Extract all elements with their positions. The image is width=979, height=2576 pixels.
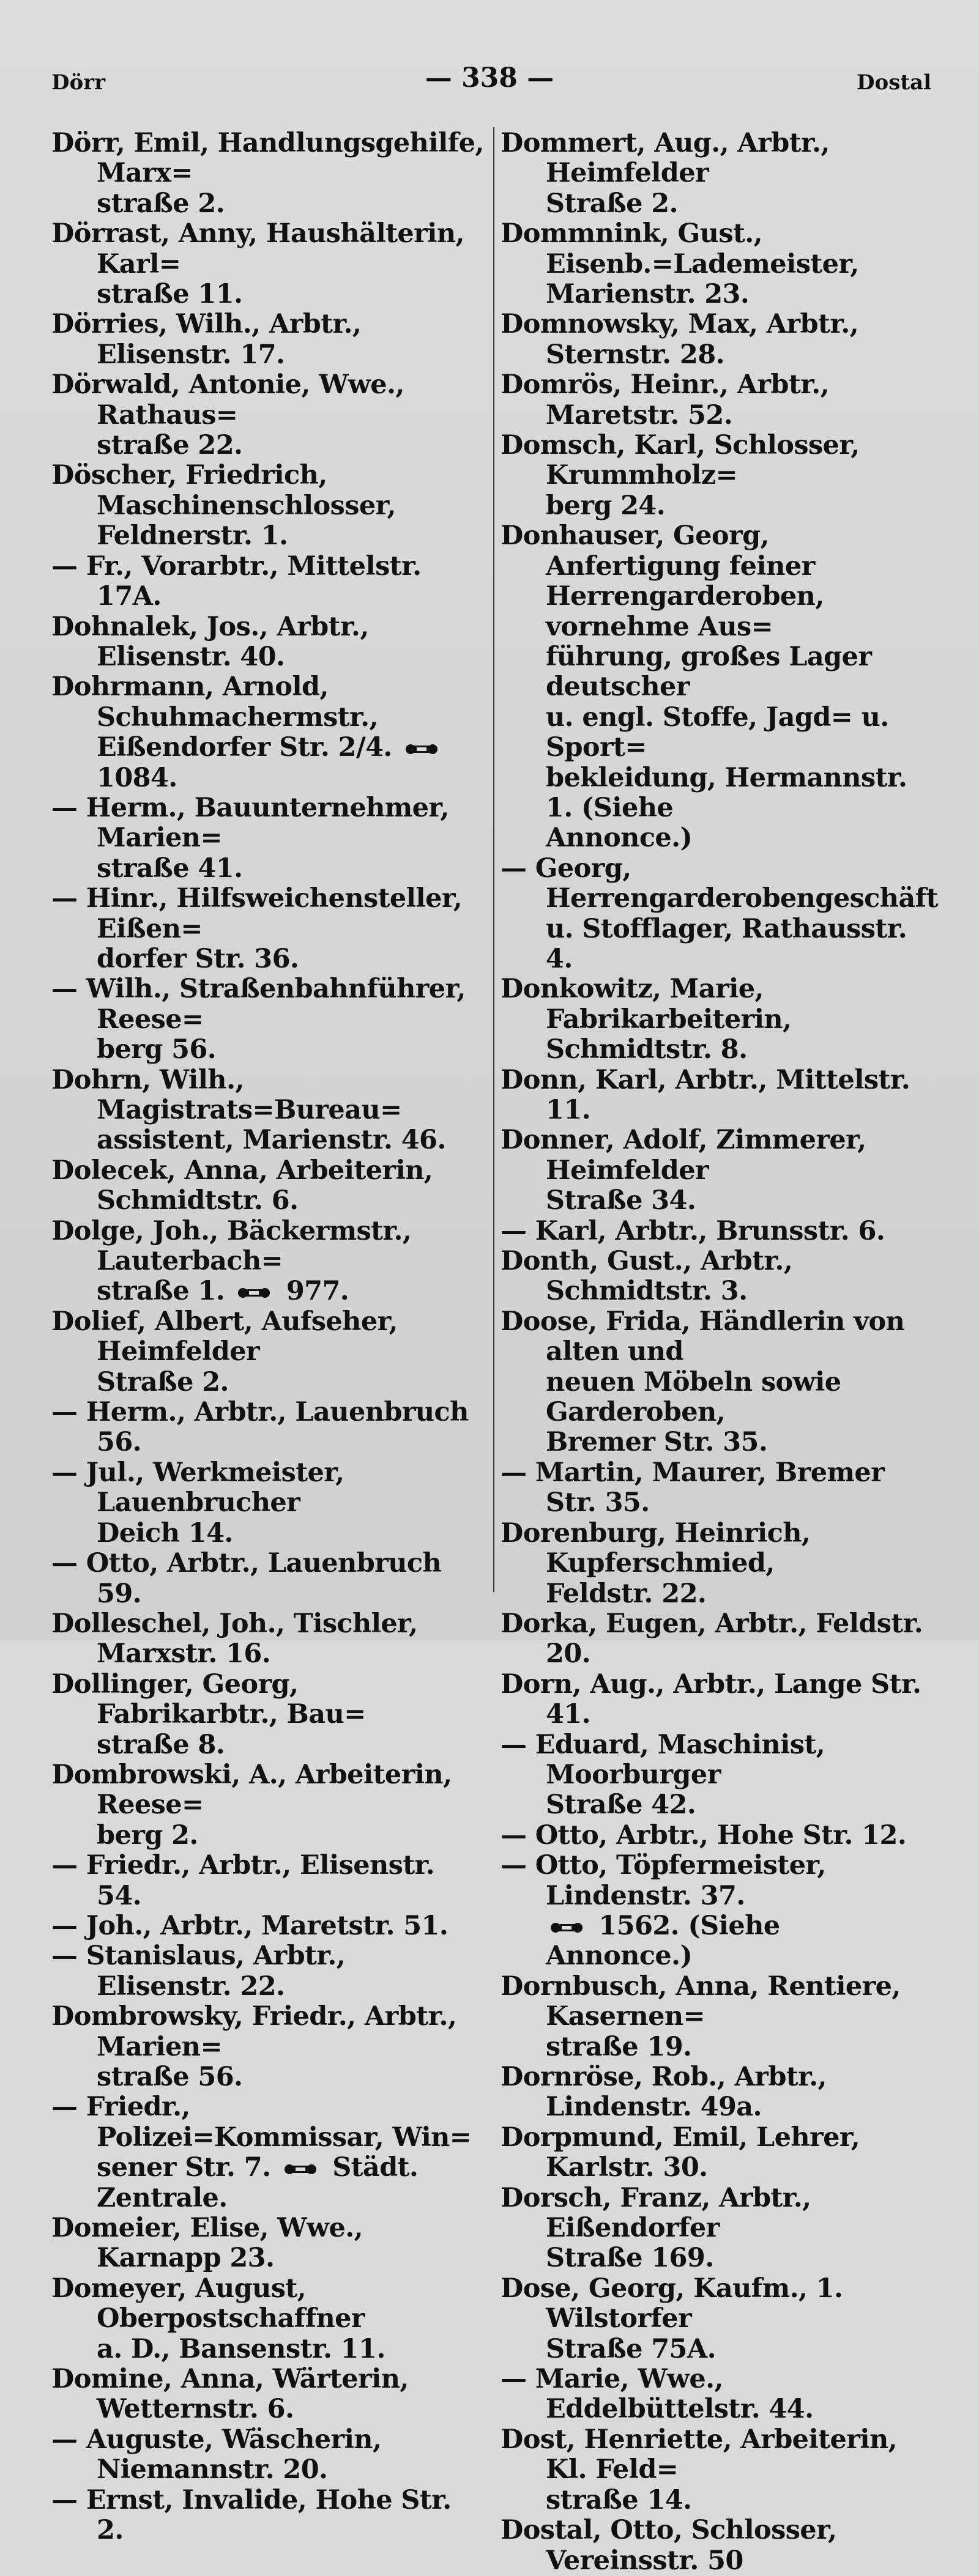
directory-entry xyxy=(501,1670,931,1730)
directory-entry xyxy=(51,552,486,612)
entry-line: Dose, Georg, Kaufm., 1. Wilstorfer xyxy=(501,2273,843,2334)
entry-line: Dornbusch, Anna, Rentiere, Kasernen= xyxy=(501,1971,901,2032)
directory-entry xyxy=(501,2062,931,2123)
directory-entry xyxy=(501,370,931,431)
entry-line: — Friedr., Polizei=Kommissar, Win= xyxy=(51,2092,472,2153)
entry-line: assistent, Marienstr. 46. xyxy=(97,1125,446,1156)
entry-line: straße 41. xyxy=(97,853,243,884)
left-column xyxy=(51,128,486,2546)
directory-entry xyxy=(501,853,938,975)
entry-line: Feldnerstr. 1. xyxy=(97,520,288,552)
telephone-icon xyxy=(283,2155,318,2174)
entry-line: — Otto, Töpfermeister, Lindenstr. 37. xyxy=(501,1850,826,1911)
directory-entry xyxy=(501,1972,931,2062)
entry-line: Domnowsky, Max, Arbtr., Sternstr. 28. xyxy=(501,309,859,370)
entry-line: — Otto, Arbtr., Hohe Str. 12. xyxy=(501,1819,907,1851)
entry-line: — Fr., Vorarbtr., Mittelstr. 17A. xyxy=(51,550,422,612)
entry-line: führung, großes Lager deutscher xyxy=(546,641,872,703)
entry-line: Dolecek, Anna, Arbeiterin, Schmidtstr. 6. xyxy=(51,1155,433,1216)
directory-entry xyxy=(501,2515,931,2576)
entry-line: a. D., Bansenstr. 11. xyxy=(97,2333,385,2364)
entry-line: straße 56. xyxy=(97,2062,243,2092)
directory-entry xyxy=(51,309,486,370)
entry-line: berg 2. xyxy=(97,1819,198,1851)
entry-line: — Joh., Arbtr., Maretstr. 51. xyxy=(51,1910,449,1941)
directory-entry xyxy=(501,2274,931,2364)
entry-line: Dohnalek, Jos., Arbtr., Elisenstr. 40. xyxy=(51,611,369,672)
entry-line: Dorpmund, Emil, Lehrer, Karlstr. 30. xyxy=(501,2122,860,2183)
directory-entry xyxy=(51,1397,486,1458)
entry-line: Dorenburg, Heinrich, Kupferschmied, xyxy=(501,1517,811,1579)
entry-line: Herrengarderoben, vornehme Aus= xyxy=(546,581,824,642)
directory-entry xyxy=(501,128,931,219)
entry-line: Donn, Karl, Arbtr., Mittelstr. 11. xyxy=(501,1064,910,1125)
directory-entry xyxy=(51,1670,486,1760)
entry-line: Dollinger, Georg, Fabrikarbtr., Bau= xyxy=(51,1668,366,1730)
telephone-icon xyxy=(549,1914,584,1932)
entry-line: Domsch, Karl, Schlosser, Krummholz= xyxy=(501,430,860,491)
entry-line: Dolge, Joh., Bäckermstr., Lauterbach= xyxy=(51,1215,412,1277)
entry-line: — Hinr., Hilfsweichensteller, Eißen= xyxy=(51,883,463,944)
directory-entry xyxy=(501,2425,931,2515)
entry-line: Annonce.) xyxy=(546,823,693,854)
entry-line: Feldstr. 22. xyxy=(546,1578,707,1609)
entry-line: — Otto, Arbtr., Lauenbruch 59. xyxy=(51,1548,442,1609)
running-head-right: Dostal xyxy=(857,70,931,95)
entry-line: — Ernst, Invalide, Hohe Str. 2. xyxy=(51,2484,452,2546)
entry-line: Dorsch, Franz, Arbtr., Eißendorfer xyxy=(501,2182,811,2244)
entry-line: Domrös, Heinr., Arbtr., Maretstr. 52. xyxy=(501,369,829,431)
entry-line: 1562. (Siehe Annonce.) xyxy=(546,1910,780,1972)
entry-line: straße 1. 977. xyxy=(97,1276,349,1307)
directory-entry xyxy=(51,2002,486,2092)
directory-entry xyxy=(51,461,486,551)
entry-line: straße 2. xyxy=(97,188,225,219)
entry-line: Dörwald, Antonie, Wwe., Rathaus= xyxy=(51,369,404,431)
entry-line: Dommnink, Gust., Eisenb.=Lademeister, xyxy=(501,218,859,279)
entry-line: Straße 2. xyxy=(546,188,678,219)
directory-entry xyxy=(501,1246,931,1307)
entry-line: Dommert, Aug., Arbtr., Heimfelder xyxy=(501,128,830,189)
entry-line: u. engl. Stoffe, Jagd= u. Sport= xyxy=(546,701,889,763)
directory-entry xyxy=(501,1458,931,1519)
entry-line: — Jul., Werkmeister, Lauenbrucher xyxy=(51,1457,344,1519)
entry-line: Bremer Str. 35. xyxy=(546,1427,768,1458)
entry-line: Döscher, Friedrich, Maschinenschlosser, xyxy=(51,460,396,521)
directory-entry xyxy=(51,1851,486,1911)
directory-entry xyxy=(51,2274,486,2364)
entry-line: — Herm., Arbtr., Lauenbruch 56. xyxy=(51,1397,469,1458)
directory-entry xyxy=(501,521,931,853)
entry-line: Schmidtstr. 8. xyxy=(546,1034,748,1065)
entry-line: Domine, Anna, Wärterin, Wetternstr. 6. xyxy=(51,2364,409,2425)
entry-line: — Herm., Bauunternehmer, Marien= xyxy=(51,792,449,854)
directory-entry xyxy=(51,370,486,461)
entry-line: Dohrmann, Arnold, Schuhmachermstr., xyxy=(51,672,378,733)
entry-line: u. Stofflager, Rathausstr. 4. xyxy=(546,913,907,974)
entry-line: — Georg, Herrengarderobengeschäft xyxy=(501,853,938,914)
entry-line: Deich 14. xyxy=(97,1517,233,1549)
directory-entry xyxy=(501,1519,931,1609)
entry-line: Donner, Adolf, Zimmerer, Heimfelder xyxy=(501,1125,866,1186)
directory-entry xyxy=(501,1730,931,1821)
entry-line: Dolleschel, Joh., Tischler, Marxstr. 16. xyxy=(51,1608,418,1670)
entry-line: Donkowitz, Marie, Fabrikarbeiterin, xyxy=(501,974,792,1035)
entry-line: straße 11. xyxy=(97,279,243,310)
entry-line: Dost, Henriette, Arbeiterin, Kl. Feld= xyxy=(501,2424,898,2485)
directory-entry xyxy=(51,2213,486,2274)
running-head-left: Dörr xyxy=(51,70,105,95)
entry-line: Donth, Gust., Arbtr., Schmidtstr. 3. xyxy=(501,1246,793,1307)
telephone-icon xyxy=(237,1279,271,1297)
entry-line: — Wilh., Straßenbahnführer, Reese= xyxy=(51,974,466,1035)
directory-entry xyxy=(51,2485,486,2546)
entry-line: — Stanislaus, Arbtr., Elisenstr. 22. xyxy=(51,1941,346,2002)
entry-line: — Marie, Wwe., Eddelbüttelstr. 44. xyxy=(501,2364,814,2425)
entry-line: Dorka, Eugen, Arbtr., Feldstr. 20. xyxy=(501,1608,923,1670)
entry-line: Eißendorfer Str. 2/4. 1084. xyxy=(97,733,486,793)
entry-line: Donhauser, Georg, Anfertigung feiner xyxy=(501,520,815,582)
entry-line: berg 24. xyxy=(546,490,666,521)
entry-line: Marienstr. 23. xyxy=(546,279,750,310)
directory-entry xyxy=(51,1911,486,1941)
directory-entry xyxy=(501,1821,931,1851)
entry-line: Dohrn, Wilh., Magistrats=Bureau= xyxy=(51,1064,402,1125)
entry-line: Domeier, Elise, Wwe., Karnapp 23. xyxy=(51,2213,363,2274)
entry-line: straße 8. xyxy=(97,1729,225,1760)
directory-entry xyxy=(51,219,486,309)
directory-entry xyxy=(51,1307,486,1397)
column-divider xyxy=(493,127,494,1592)
directory-entry xyxy=(501,431,931,521)
entry-line: straße 22. xyxy=(97,430,243,461)
directory-entry xyxy=(51,1609,486,1670)
entry-line: berg 56. xyxy=(97,1034,217,1065)
entry-line: Domeyer, August, Oberpostschaffner xyxy=(51,2273,365,2334)
entry-line: straße 14. xyxy=(546,2484,692,2515)
entry-line: Doose, Frida, Händlerin von alten und xyxy=(501,1306,905,1368)
entry-line: straße 19. xyxy=(546,2031,692,2062)
entry-line: — Friedr., Arbtr., Elisenstr. 54. xyxy=(51,1850,434,1911)
directory-entry xyxy=(51,1549,486,1609)
directory-entry xyxy=(501,1216,931,1246)
entry-line: Dostal, Otto, Schlosser, Vereinsstr. 50 xyxy=(501,2515,837,2576)
entry-line: Dörries, Wilh., Arbtr., Elisenstr. 17. xyxy=(51,309,362,370)
directory-entry xyxy=(501,219,931,309)
directory-entry xyxy=(51,1216,486,1307)
entry-line: — Martin, Maurer, Bremer Str. 35. xyxy=(501,1457,885,1519)
directory-entry xyxy=(501,1125,931,1216)
entry-line: Straße 169. xyxy=(546,2243,714,2274)
entry-line: bekleidung, Hermannstr. 1. (Siehe xyxy=(546,762,907,823)
entry-line: Dombrowsky, Friedr., Arbtr., Marien= xyxy=(51,2001,457,2062)
entry-line: — Eduard, Maschinist, Moorburger xyxy=(501,1729,825,1790)
directory-entry xyxy=(51,884,486,974)
directory-entry xyxy=(51,1065,486,1156)
entry-line: Straße 34. xyxy=(546,1185,696,1216)
directory-entry xyxy=(51,2425,486,2485)
entry-line: dorfer Str. 36. xyxy=(97,943,299,974)
entry-line: Dombrowski, A., Arbeiterin, Reese= xyxy=(51,1759,452,1821)
directory-entry xyxy=(51,1458,486,1549)
directory-entry xyxy=(501,1851,931,1972)
directory-entry xyxy=(51,1156,486,1216)
directory-entry xyxy=(51,672,486,793)
entry-line: sener Str. 7. Städt. Zentrale. xyxy=(97,2152,419,2213)
entry-line: neuen Möbeln sowie Garderoben, xyxy=(546,1366,841,1428)
directory-entry xyxy=(51,2364,486,2425)
entry-line: Dörrast, Anny, Haushälterin, Karl= xyxy=(51,218,464,279)
entry-line: Straße 75A. xyxy=(546,2333,717,2364)
directory-entry xyxy=(501,2364,931,2425)
entry-line: Straße 42. xyxy=(546,1790,696,1821)
page-number: — 338 — xyxy=(425,62,554,94)
entry-line: Dolief, Albert, Aufseher, Heimfelder xyxy=(51,1306,398,1368)
directory-entry xyxy=(501,1065,931,1126)
entry-line: Dorn, Aug., Arbtr., Lange Str. 41. xyxy=(501,1668,921,1730)
entry-line: Straße 2. xyxy=(97,1366,229,1397)
telephone-icon xyxy=(404,735,439,753)
entry-line: Dornröse, Rob., Arbtr., Lindenstr. 49a. xyxy=(501,2062,827,2123)
entry-line: Dörr, Emil, Handlungsgehilfe, Marx= xyxy=(51,128,484,189)
directory-entry xyxy=(51,612,486,673)
directory-entry xyxy=(501,1307,931,1458)
right-column xyxy=(501,128,938,2576)
directory-entry xyxy=(51,793,486,884)
directory-entry xyxy=(51,2092,486,2213)
directory-entry xyxy=(501,974,931,1065)
directory-entry xyxy=(501,1609,931,1670)
entry-line: — Karl, Arbtr., Brunsstr. 6. xyxy=(501,1215,885,1246)
directory-entry xyxy=(51,128,486,219)
directory-entry xyxy=(501,309,931,370)
directory-entry xyxy=(51,1941,486,2002)
entry-line: — Auguste, Wäscherin, Niemannstr. 20. xyxy=(51,2424,382,2485)
directory-entry xyxy=(501,2183,931,2274)
directory-entry xyxy=(51,974,486,1065)
directory-entry xyxy=(501,2123,931,2183)
directory-entry xyxy=(51,1760,486,1851)
